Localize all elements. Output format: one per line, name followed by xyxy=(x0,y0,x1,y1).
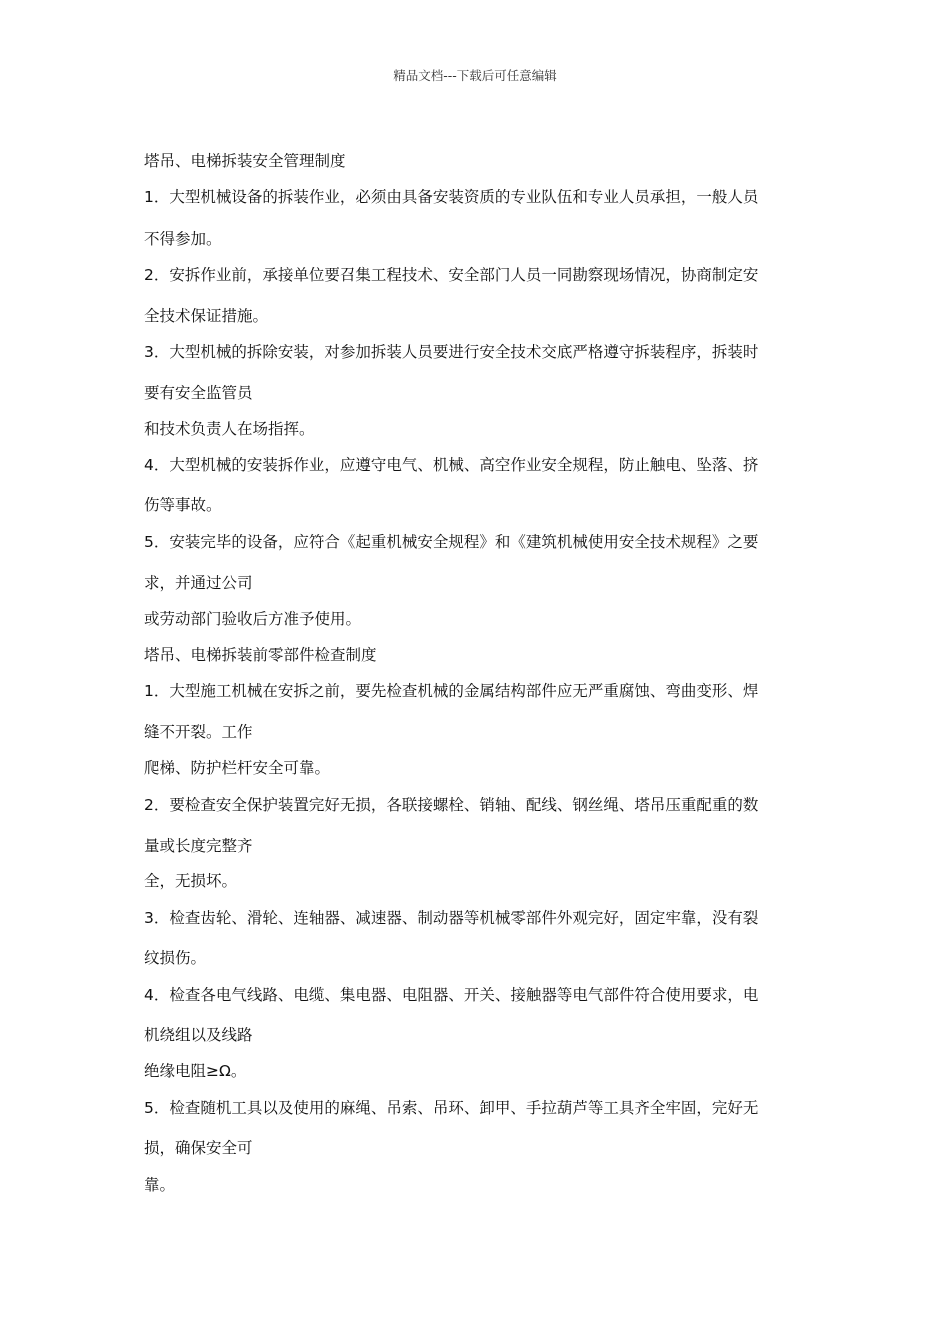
paragraph-line: 纹损伤。 xyxy=(144,949,207,967)
paragraph-line: 或劳动部门验收后方准予使用。 xyxy=(144,610,362,628)
paragraph-line: 缝不开裂。工作 xyxy=(144,723,253,741)
section-title: 塔吊、电梯拆装前零部件检查制度 xyxy=(144,646,377,664)
paragraph-line: 2．安拆作业前，承接单位要召集工程技术、安全部门人员一同勘察现场情况，协商制定安 xyxy=(144,266,759,284)
paragraph-line: 靠。 xyxy=(144,1176,176,1194)
paragraph-line: 全技术保证措施。 xyxy=(144,307,269,325)
paragraph-line: 全，无损坏。 xyxy=(144,872,238,890)
paragraph-line: 伤等事故。 xyxy=(144,496,222,514)
paragraph-line: 5．安装完毕的设备，应符合《起重机械安全规程》和《建筑机械使用安全技术规程》之要 xyxy=(144,533,759,551)
paragraph-line: 要有安全监管员 xyxy=(144,384,253,402)
paragraph-line: 4．大型机械的安装拆作业，应遵守电气、机械、高空作业安全规程，防止触电、坠落、挤 xyxy=(144,456,759,474)
page-header: 精品文档---下载后可任意编辑 xyxy=(393,68,557,83)
section-title: 塔吊、电梯拆装安全管理制度 xyxy=(144,152,346,170)
paragraph-line: 3．大型机械的拆除安装，对参加拆装人员要进行安全技术交底严格遵守拆装程序，拆装时 xyxy=(144,343,759,361)
paragraph-line: 爬梯、防护栏杆安全可靠。 xyxy=(144,759,331,777)
paragraph-line: 5．检查随机工具以及使用的麻绳、吊索、吊环、卸甲、手拉葫芦等工具齐全牢固，完好无 xyxy=(144,1099,759,1117)
paragraph-line: 1．大型施工机械在安拆之前，要先检查机械的金属结构部件应无严重腐蚀、弯曲变形、焊 xyxy=(144,682,759,700)
paragraph-line: 不得参加。 xyxy=(144,230,222,248)
paragraph-line: 3．检查齿轮、滑轮、连轴器、减速器、制动器等机械零部件外观完好，固定牢靠，没有裂 xyxy=(144,909,759,927)
paragraph-line: 1．大型机械设备的拆装作业，必须由具备安装资质的专业队伍和专业人员承担，一般人员 xyxy=(144,188,759,206)
paragraph-line: 4．检查各电气线路、电缆、集电器、电阻器、开关、接触器等电气部件符合使用要求，电 xyxy=(144,986,759,1004)
paragraph-line: 2．要检查安全保护装置完好无损，各联接螺栓、销轴、配线、钢丝绳、塔吊压重配重的数 xyxy=(144,796,759,814)
paragraph-line: 量或长度完整齐 xyxy=(144,837,253,855)
paragraph-line: 和技术负责人在场指挥。 xyxy=(144,420,315,438)
paragraph-line: 求，并通过公司 xyxy=(144,574,253,592)
paragraph-line: 绝缘电阻≥Ω。 xyxy=(144,1062,247,1080)
paragraph-line: 损，确保安全可 xyxy=(144,1139,253,1157)
paragraph-line: 机绕组以及线路 xyxy=(144,1026,253,1044)
